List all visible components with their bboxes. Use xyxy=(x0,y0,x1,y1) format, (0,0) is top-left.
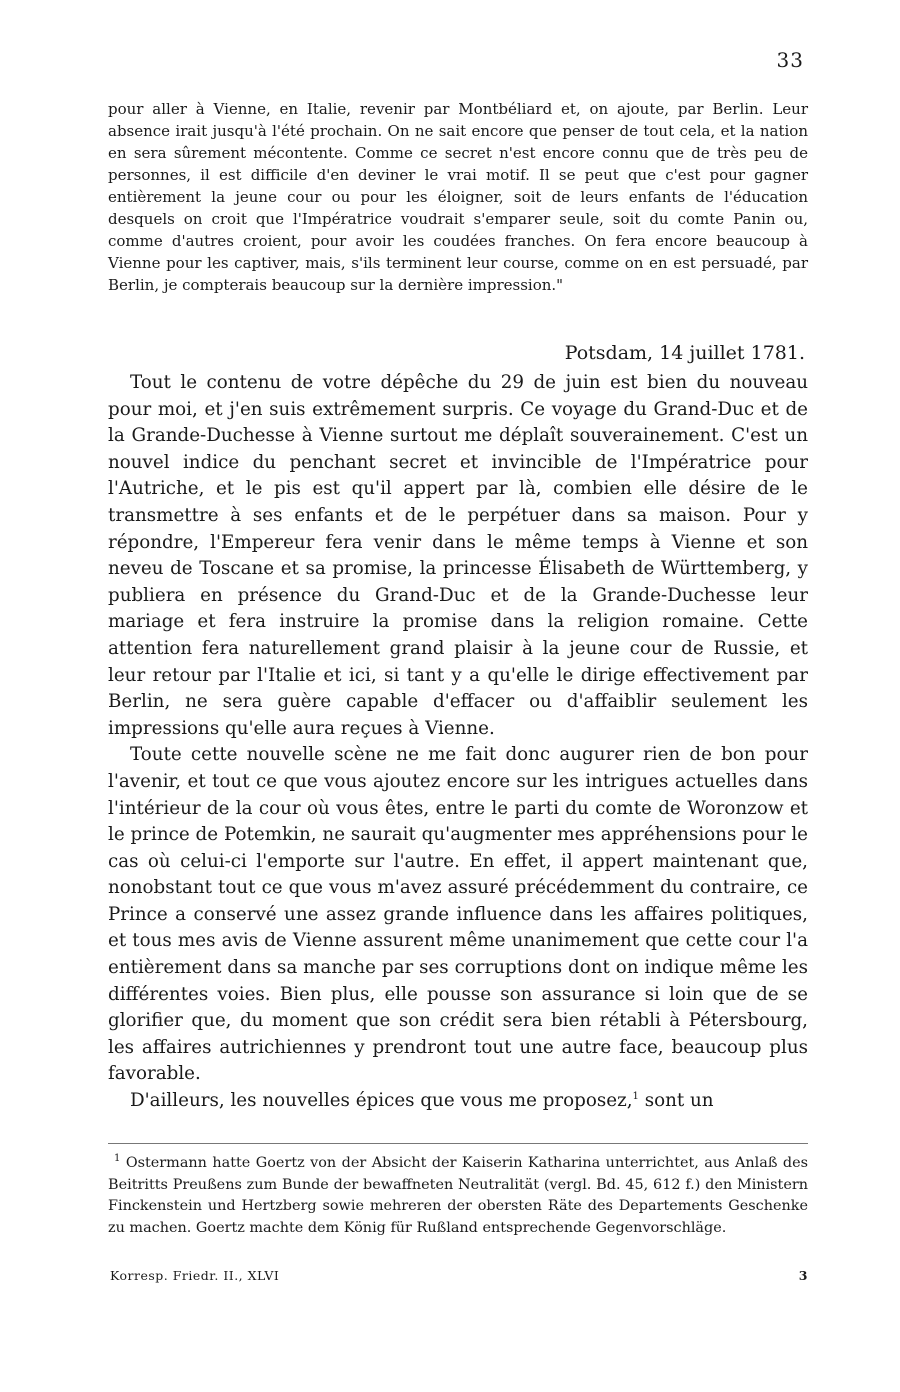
dateline: Potsdam, 14 juillet 1781. xyxy=(564,342,805,364)
paragraph-1: Tout le contenu de votre dépêche du 29 de juin est bien du nouveau pour moi, et j'en suis extrêmement surpris. Ce voyage du Grand-Duc et de la Grande-Duchesse à Vienne surtout me déplaît souverainement. C'est un nouvel indice du penchant secret et invincible de l'Impératrice pour l'Autriche, et le pis est qu'il appert par là, combien elle désire de le transmettre à ses enfants et de le perpétuer dans sa maison. Pour y répondre, l'Empereur fera venir dans le même temps à Vienne et son neveu de Toscane et sa promise, la princesse Élisabeth de Württemberg, y publiera en présence du Grand-Duc et de la Grande-Duchesse leur mariage et fera instruire la promise dans la religion romaine. Cette attention fera naturellement grand plaisir à la jeune cour de Russie, et leur retour par l'Italie et ici, si tant y a qu'elle le dirige effectivement par Berlin, ne sera guère capable d'effacer ou d'affaiblir seulement les impressions qu'elle aura reçues à Vienne. xyxy=(108,372,808,739)
footnote-text: Ostermann hatte Goertz von der Absicht der Kaiserin Katharina unterrichtet, aus Anlaß des Beitritts Preußens zum Bunde der bewaffneten Neutralität (vergl. Bd. 45, 612 f.) den Ministern Finckenstein und Hertzberg sowie mehreren der obersten Räte des Departements Geschenke zu machen. Goertz machte dem König für Rußland entsprechende Gegenvorschläge. xyxy=(108,1155,808,1236)
footnote-number: 1 xyxy=(114,1153,121,1165)
footnote-reference: 1 xyxy=(632,1090,639,1102)
volume-signature: Korresp. Friedr. II., XLVI xyxy=(110,1268,280,1283)
footnotes xyxy=(108,1153,808,1239)
sheet-signature: 3 xyxy=(798,1268,808,1283)
page-number: 33 xyxy=(776,48,804,72)
paragraph-3 xyxy=(108,1088,808,1115)
page-footer xyxy=(110,1268,810,1283)
quoted-report-text: pour aller à Vienne, en Italie, revenir par Montbéliard et, on ajoute, par Berlin. Leur absence irait jusqu'à l'été prochain. On ne sait encore que penser de tout cela, et la nation en sera sûrement mécontente. Comme ce secret n'est encore connu que de très peu de personnes, il est difficile d'en deviner le vrai motif. Il se peut que c'est pour gagner entièrement la jeune cour ou pour les éloigner, soit de leurs enfants de l'éducation desquels on croit que l'Impératrice voudrait s'emparer seule, soit du comte Panin ou, comme d'autres croient, pour avoir les coudées franches. On fera encore beaucoup à Vienne pour les captiver, mais, s'ils terminent leur course, comme on en est persuadé, par Berlin, je compterais beaucoup sur la dernière impression." xyxy=(108,100,808,294)
paragraph-3-start: D'ailleurs, les nouvelles épices que vous me proposez, xyxy=(130,1090,633,1112)
letter-body xyxy=(108,370,808,1115)
paragraph-3-end: sont un xyxy=(638,1090,714,1112)
footnote-1 xyxy=(108,1153,808,1239)
paragraph-2: Toute cette nouvelle scène ne me fait donc augurer rien de bon pour l'avenir, et tout ce que vous ajoutez encore sur les intrigues actuelles dans l'intérieur de la cour où vous êtes, entre le parti du comte de Woronzow et le prince de Potemkin, ne saurait qu'augmenter mes appréhensions pour le cas où celui-ci l'emporte sur l'autre. En effet, il appert maintenant que, nonobstant tout ce que vous m'avez assuré précédemment du contraire, ce Prince a conservé une assez grande influence dans les affaires politiques, et tous mes avis de Vienne assurent même unanimement que cette cour l'a entièrement dans sa manche par ses corruptions dont on indique même les différentes voies. Bien plus, elle pousse son assurance si loin que de se glorifier que, du moment que son crédit sera bien rétabli à Pétersbourg, les affaires autrichiennes y prendront tout une autre face, beaucoup plus favorable. xyxy=(108,744,808,1085)
footnote-divider xyxy=(108,1143,808,1144)
